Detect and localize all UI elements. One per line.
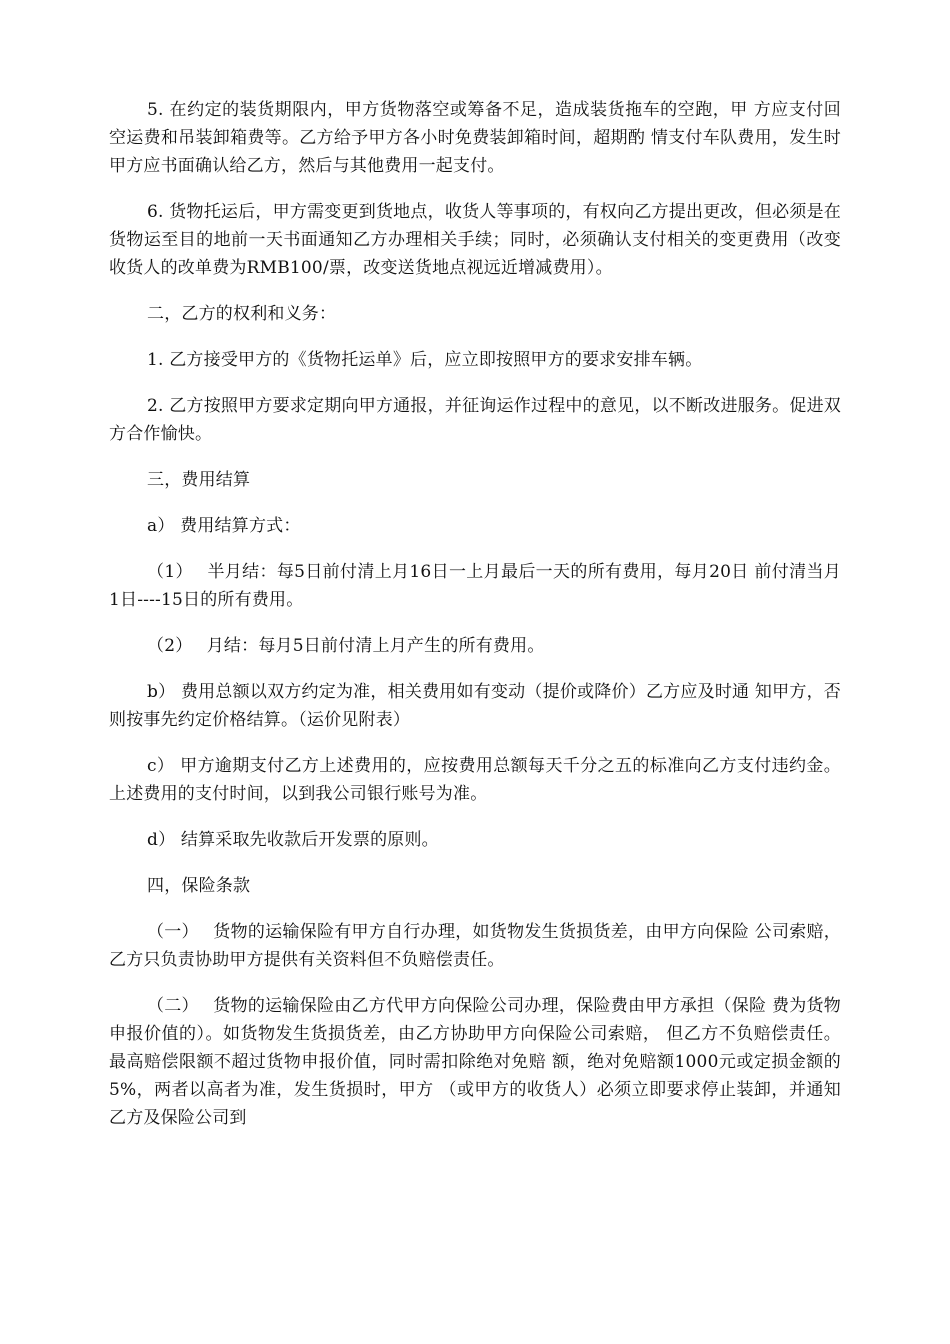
paragraph-settlement-d: d） 结算采取先收款后开发票的原则。 <box>147 830 439 850</box>
paragraph-settlement-c: c） 甲方逾期支付乙方上述费用的，应按费用总额每天千分之五的标准向乙方支付违约金。上述费用的支付时间，以到我公司银行账号为准。 <box>109 756 841 804</box>
paragraph-clause-5: 5. 在约定的装货期限内，甲方货物落空或筹备不足，造成装货拖车的空跑，甲 方应支付回空运费和吊装卸箱费等。乙方给予甲方各小时免费装卸箱时间，超期酌 情支付车队费用，发生时甲方应书面确认给乙方，然后与其他费用一起支付。 <box>109 100 841 176</box>
paragraph-settlement-a-1: （1） 半月结：每5日前付清上月16日一上月最后一天的所有费用，每月20日 前付清当月1日----15日的所有费用。 <box>109 562 841 610</box>
section-heading-insurance: 四，保险条款 <box>147 876 251 896</box>
paragraph-clause-6: 6. 货物托运后，甲方需变更到货地点，收货人等事项的，有权向乙方提出更改，但必须是在货物运至目的地前一天书面通知乙方办理相关手续；同时，必须确认支付相关的变更费用（改变收货人的改单费为RMB100/票，改变送货地点视远近增减费用）。 <box>109 202 841 278</box>
document-page <box>109 96 841 1150</box>
paragraph-insurance-1: （一） 货物的运输保险有甲方自行办理，如货物发生货损货差，由甲方向保险 公司索赔，乙方只负责协助甲方提供有关资料但不负赔偿责任。 <box>109 922 841 970</box>
section-heading-fee-settlement: 三，费用结算 <box>147 470 251 490</box>
paragraph-settlement-a: a） 费用结算方式： <box>147 516 301 536</box>
paragraph-party-b-1: 1. 乙方接受甲方的《货物托运单》后，应立即按照甲方的要求安排车辆。 <box>147 350 703 370</box>
paragraph-settlement-b: b） 费用总额以双方约定为准，相关费用如有变动（提价或降价）乙方应及时通 知甲方，否则按事先约定价格结算。（运价见附表） <box>109 682 841 730</box>
section-heading-party-b-rights: 二，乙方的权利和义务： <box>147 304 337 324</box>
paragraph-settlement-a-2: （2） 月结：每月5日前付清上月产生的所有费用。 <box>147 636 545 656</box>
paragraph-party-b-2: 2. 乙方按照甲方要求定期向甲方通报，并征询运作过程中的意见，以不断改进服务。促进双方合作愉快。 <box>109 396 841 444</box>
paragraph-insurance-2: （二） 货物的运输保险由乙方代甲方向保险公司办理，保险费由甲方承担（保险 费为货物申报价值的）。如货物发生货损货差，由乙方协助甲方向保险公司索赔， 但乙方不负赔偿责任。最高赔偿限额不超过货物申报价值，同时需扣除绝对免赔 额，绝对免赔额1000元或定损金额的5%，两者以高者为准，发生货损时，甲方 （或甲方的收货人）必须立即要求停止装卸，并通知乙方及保险公司到 <box>109 996 841 1128</box>
